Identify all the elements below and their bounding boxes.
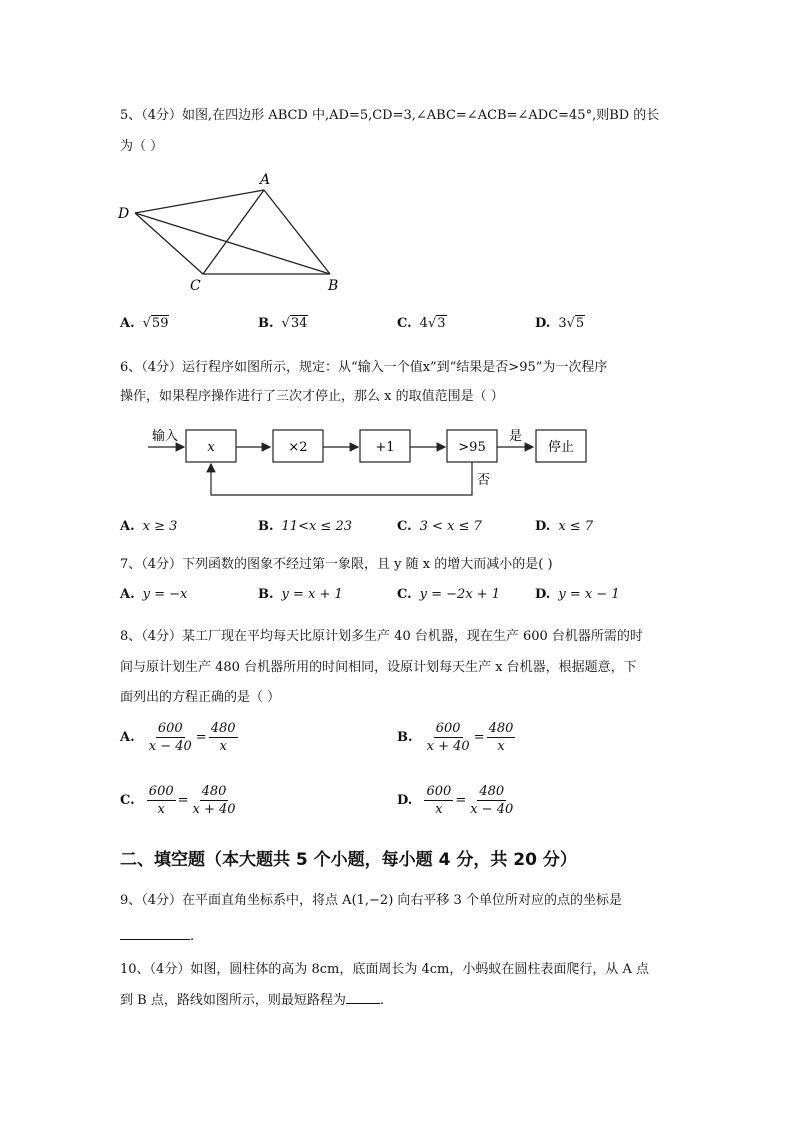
q8-option-b[interactable]: B. $\frac{600}{x + 40}$ = $\frac{480}{x}$ [397, 721, 514, 754]
flow-box-stop: 停止 [547, 440, 575, 455]
q10-stem-line2: 到 B 点，路线如图所示，则最短路程为 . [120, 989, 384, 1008]
q9-answer-line: . [120, 925, 194, 944]
flow-box-x: x [207, 440, 215, 455]
q8-stem-line2: 间与原计划生产 480 台机器所用的时间相同，设原计划每天生产 x 台机器，根据题意，下 [120, 660, 637, 675]
q9-answer-blank[interactable] [120, 925, 190, 940]
q7-option-a[interactable]: A. y = −x [120, 587, 188, 602]
flow-box-gt95: >95 [458, 440, 486, 455]
q6-stem-line1: 6、（4分）运行程序如图所示，规定：从“输入一个值x”到“结果是否>95”为一次程序 [120, 360, 608, 375]
q8-option-a[interactable]: A. $\frac{600}{x - 40}$ = $\frac{480}{x}$ [120, 721, 236, 754]
q5-option-c[interactable]: C. 4√3 [397, 316, 446, 331]
flow-yes-label: 是 [509, 429, 523, 444]
q9-stem-line1: 9、（4分）在平面直角坐标系中，将点 A(1,−2) 向右平移 3 个单位所对应的点的坐标是 [120, 893, 622, 908]
flow-input-label: 输入 [152, 429, 179, 444]
q6-option-d[interactable]: D. x ≤ 7 [535, 519, 594, 534]
flow-box-times2: ×2 [288, 440, 308, 455]
q8-option-c[interactable]: C. $\frac{600}{x}$ = $\frac{480}{x + 40}$ [120, 784, 236, 817]
section-2-heading: 二、填空题（本大题共 5 个小题，每小题 4 分，共 20 分） [120, 850, 577, 870]
q7-option-d[interactable]: D. y = x − 1 [535, 587, 620, 602]
q10-answer-blank[interactable] [346, 989, 380, 1004]
flow-box-plus1: +1 [375, 440, 395, 455]
flow-no-label: 否 [477, 473, 491, 488]
q5-stem-line2: 为（ ） [120, 139, 164, 154]
q6-option-b[interactable]: B. 11<x ≤ 23 [258, 519, 352, 534]
q8-stem-line1: 8、（4分）某工厂现在平均每天比原计划多生产 40 台机器，现在生产 600 台机器所需的时 [120, 629, 643, 644]
q6-flowchart [140, 418, 600, 504]
q6-stem-line2: 操作，如果程序操作进行了三次才停止，那么 x 的取值范围是（ ） [120, 389, 504, 404]
q8-stem-line3: 面列出的方程正确的是（ ） [120, 690, 281, 705]
q5-stem-line1: 5、（4分）如图,在四边形 ABCD 中,AD=5,CD=3,∠ABC=∠ACB=∠ADC=45°,则BD 的长 [120, 108, 660, 123]
vertex-label-a: A [260, 172, 271, 188]
q5-option-b[interactable]: B. √34 [258, 316, 308, 331]
vertex-label-c: C [190, 278, 201, 294]
q5-quadrilateral-figure [110, 168, 350, 298]
q8-option-d[interactable]: D. $\frac{600}{x}$ = $\frac{480}{x - 40}$ [397, 784, 514, 817]
q7-option-b[interactable]: B. y = x + 1 [258, 587, 343, 602]
q7-stem-line1: 7、（4分）下列函数的图象不经过第一象限，且 y 随 x 的增大而减小的是( ) [120, 557, 553, 572]
vertex-label-d: D [118, 206, 130, 222]
q7-option-c[interactable]: C. y = −2x + 1 [397, 587, 501, 602]
q5-option-d[interactable]: D. 3√5 [535, 316, 585, 331]
q5-option-a[interactable]: A. √59 [120, 316, 169, 331]
q6-option-a[interactable]: A. x ≥ 3 [120, 519, 178, 534]
q10-stem-line1: 10、（4分）如图，圆柱体的高为 8cm，底面周长为 4cm，小蚂蚁在圆柱表面爬行，从 A 点 [120, 962, 649, 977]
q6-option-c[interactable]: C. 3 < x ≤ 7 [397, 519, 482, 534]
vertex-label-b: B [328, 278, 339, 294]
